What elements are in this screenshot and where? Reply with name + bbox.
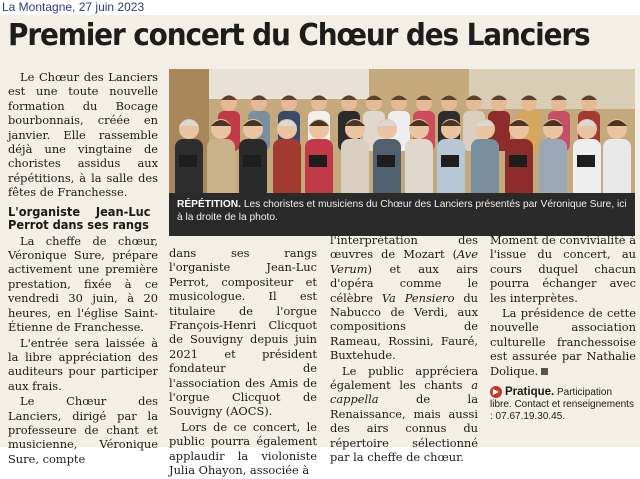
music-folder <box>509 155 527 167</box>
pratique-text: Participation libre. Contact et renseignements : 07.67.19.30.45. <box>490 387 634 423</box>
paragraph: L'entrée sera laissée à la libre appréciation des auditeurs pour participer aux frais. <box>8 335 158 393</box>
photo-caption <box>169 193 635 236</box>
pratique-box <box>490 386 636 423</box>
paragraph: dans ses rangs l'organiste Jean-Luc Perrot, compositeur et musicologue. Il est titulaire de l'orgue François-Henri Clicquot de Souvigny depuis juin 2021 et président fondateur de l'association des Amis de l'orgue Clicquot de Souvigny (AOCS). <box>169 246 317 419</box>
paragraph <box>330 364 478 465</box>
chorister-front-body <box>471 139 499 199</box>
arrow-right-icon: ▶ <box>490 386 502 398</box>
paragraph: Lors de ce concert, le public pourra également applaudir la violoniste Julia Ohayon, associée à <box>169 419 317 478</box>
column-1 <box>8 70 158 467</box>
chorister-front-body <box>373 139 401 199</box>
chorister-front-body <box>505 139 533 199</box>
chorister-front-body <box>207 139 235 199</box>
pratique-label: Pratique. <box>505 386 555 399</box>
work-title: Va Pensiero <box>381 290 455 305</box>
paragraph: La cheffe de chœur, Véronique Sure, prépare activement une première prestation, fixée à ce vendredi 30 juin, à 20 heures, en l'église Saint-Étienne de Franchesse. <box>8 233 158 335</box>
column-4 <box>490 233 636 423</box>
source-line: La Montagne, 27 juin 2023 <box>2 0 145 14</box>
italic-term: a cappella <box>330 378 478 407</box>
chorister-front-body <box>239 139 267 199</box>
chorister-front-body <box>437 139 465 199</box>
text-run: du Nabucco de Verdi, aux compositions de Rameau, Rossini, Fauré, Buxtehude. <box>330 290 479 363</box>
paragraph: Le Chœur des Lanciers, dirigé par la professeure de chant et musicienne, Véronique Sure, compte <box>8 394 158 466</box>
caption-label: RÉPÉTITION. <box>177 199 241 210</box>
chorister-front-body <box>341 139 369 199</box>
paragraph: Moment de convivialité à l'issue du concert, au cours duquel chacun pourra échanger avec les interprètes. <box>490 233 636 305</box>
column-3 <box>330 233 478 466</box>
paragraph <box>490 306 636 378</box>
subheading: L'organiste Jean-Luc Perrot dans ses rangs <box>8 204 151 233</box>
lead-paragraph: Le Chœur des Lanciers est une toute nouvelle formation du Bocage bourbonnais, créée en janvier. Elle rassemble déjà une vingtaine de choristes assidus aux répétitions, à la salle des fêtes de Franchesse. <box>8 70 158 200</box>
text-run: de la Renaissance, mais aussi des airs connus du répertoire sélectionné par la cheffe de chœur. <box>330 392 478 465</box>
text-run: Le public appréciera également les chants <box>330 363 478 393</box>
work-title: Ave Verum <box>330 247 478 276</box>
chorister-front-body <box>405 139 433 199</box>
music-folder <box>441 155 459 167</box>
text-run: ) et aux airs d'opéra comme le célèbre <box>330 261 478 305</box>
music-folder <box>243 155 261 167</box>
paragraph <box>330 233 478 363</box>
chorister-front-body <box>273 139 301 199</box>
headline: Premier concert du Chœur des Lanciers <box>8 18 590 53</box>
chorister-front-body <box>175 139 203 199</box>
choir-photo-drawing <box>169 69 635 193</box>
music-folder <box>309 155 327 167</box>
chorister-front-body <box>603 139 631 199</box>
music-folder <box>577 155 595 167</box>
chorister-front-body <box>305 139 333 199</box>
choir-photo <box>169 69 635 193</box>
chorister-front-body <box>573 139 601 199</box>
text-run: l'interprétation des œuvres de Mozart ( <box>330 233 478 262</box>
window-area <box>209 69 369 99</box>
music-folder <box>377 155 395 167</box>
caption-text: Les choristes et musiciens du Chœur des Lanciers présentés par Véronique Sure, ici à la droite de la photo. <box>177 199 627 223</box>
column-2 <box>169 246 317 479</box>
end-mark-icon <box>541 368 548 375</box>
chorister-front-body <box>539 139 567 199</box>
music-folder <box>179 155 197 167</box>
text-run: La présidence de cette nouvelle association culturelle franchessoise est assurée par Nathalie Dolique. <box>490 306 636 378</box>
